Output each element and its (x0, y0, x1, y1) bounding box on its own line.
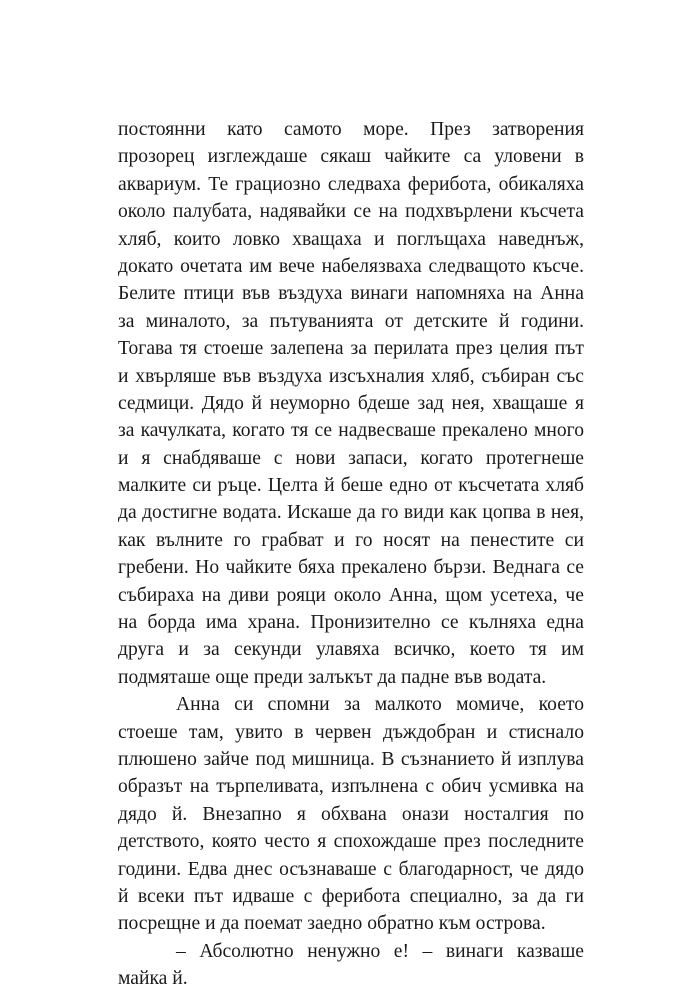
text-line: как вълните го грабват и го носят на пенестите си (118, 529, 584, 551)
text-line: плюшено зайче под мишница. В съзнанието й изплува (118, 748, 584, 770)
text-line: събираха на диви рояци около Анна, щом усетеха, че (118, 584, 584, 606)
text-line: друга и за секунди улавяха всичко, което тя им (118, 639, 584, 661)
text-line: подмяташе още преди залъкът да падне във водата. (118, 666, 547, 688)
text-line: детството, която често я спохождаше през последните (118, 831, 584, 853)
text-line: посрещне и да поемат заедно обратно към острова. (118, 913, 546, 935)
text-line: седмици. Дядо й неуморно бдеше зад нея, хващаше я (118, 392, 584, 414)
text-line: и я снабдяваше с нови запаси, когато протегнеше (118, 447, 584, 469)
text-line: докато очетата им вече набелязваха следващото късче. (118, 255, 584, 277)
body-text (118, 116, 584, 993)
text-line: аквариум. Те грациозно следваха ферибота, обикаляха (118, 173, 584, 195)
text-line: хляб, които ловко хващаха и поглъщаха наведнъж, (118, 228, 584, 250)
text-line: прозорец изглеждаше сякаш чайките са уловени в (118, 146, 584, 168)
text-line: да достигне водата. Искаше да го види как цопва в нея, (118, 502, 584, 524)
text-line: гребени. Но чайките бяха прекалено бързи. Веднага се (118, 557, 584, 579)
text-line: стоеше там, увито в червен дъждобран и стиснало (118, 721, 584, 743)
text-line: за миналото, за пътуванията от детските й години. (118, 310, 584, 332)
text-line: постоянни като самото море. През затворения (118, 119, 584, 140)
text-line: Анна си спомни за малкото момиче, което (176, 694, 584, 716)
text-line: майка й. (118, 968, 188, 990)
text-line: и хвърляше във въздуха изсъхналия хляб, събиран със (118, 365, 584, 387)
text-line: дядо й. Внезапно я обхвана онази носталгия по (118, 803, 584, 825)
text-line: Белите птици във въздуха винаги напомняха на Анна (118, 283, 584, 305)
text-line: за качулката, когато тя се надвесваше прекалено много (118, 420, 584, 442)
text-line: образът на търпеливата, изпълнена с обич усмивка на (118, 776, 584, 798)
text-line: Тогава тя стоеше залепена за перилата през целия път (118, 338, 584, 360)
text-line: на борда има храна. Пронизително се кълняха една (118, 612, 584, 634)
text-line: малките си ръце. Целта й беше едно от късчетата хляб (118, 475, 584, 497)
text-line: – Абсолютно ненужно е! – винаги казваше (176, 940, 584, 962)
text-line: години. Едва днес осъзнаваше с благодарност, че дядо (118, 858, 584, 880)
text-line: й всеки път идваше с ферибота специално, за да ги (118, 885, 584, 907)
text-line: около палубата, надявайки се на подхвърлени късчета (118, 201, 584, 223)
